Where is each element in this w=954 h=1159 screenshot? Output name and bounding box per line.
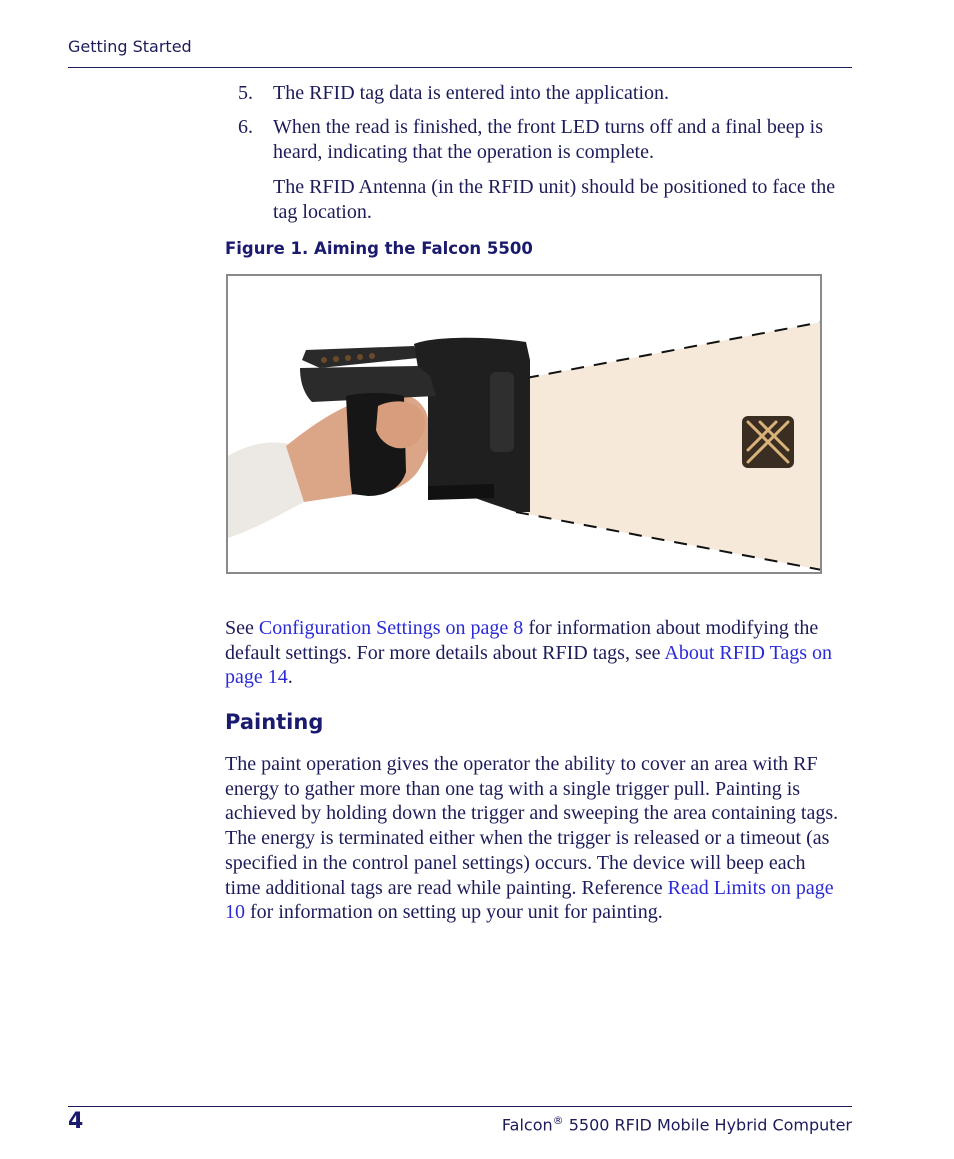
footer-product-title [502,1114,852,1134]
page-number: 4 [68,1109,84,1134]
figure-caption: Figure 1. Aiming the Falcon 5500 [225,239,533,258]
registered-mark: ® [552,1114,564,1127]
step-text: When the read is finished, the front LED turns off and a final beep is heard, indicating that the operation is complete. [273,116,824,163]
see-paragraph [225,616,845,690]
painting-text-2: for information on setting up your unit for painting. [245,901,663,924]
figure-aiming-illustration [226,274,822,574]
see-text-1: See [225,617,259,639]
painting-paragraph [225,752,845,925]
footer-product: 5500 RFID Mobile Hybrid Computer [563,1115,852,1135]
antenna-note: The RFID Antenna (in the RFID unit) should be positioned to face the tag location. [273,176,836,223]
rfid-tag-icon [742,416,794,468]
running-header: Getting Started [68,37,192,56]
link-read-limits[interactable]: Read Limits on page 10 [225,876,834,924]
footer-rule [68,1106,852,1107]
painting-text-1: The paint operation gives the operator the ability to cover an area with RF energy to gather more than one tag with a single trigger pull. Painting is achieved by holding down the trigger and sweeping the area containing tags. The energy is terminated either when the trigger is released or a timeout (as specified in the control panel settings) occurs. The device will beep each time additional tags are read while painting. Reference [225,753,839,899]
step-number: 5. [238,82,253,104]
section-title-painting: Painting [225,710,324,734]
footer-brand: Falcon [501,1115,553,1135]
see-text-3: . [287,666,293,689]
step-text: The RFID tag data is entered into the application. [273,82,669,104]
see-text-2: for information about modifying the default settings. For more details about RFID tags, see [225,617,819,664]
step-number: 6. [238,116,253,138]
link-configuration-settings[interactable]: Configuration Settings on page 8 [258,617,524,639]
link-about-rfid-tags[interactable]: About RFID Tags on page 14 [225,641,833,689]
aiming-illustration-svg [228,276,820,572]
header-rule [68,67,852,68]
